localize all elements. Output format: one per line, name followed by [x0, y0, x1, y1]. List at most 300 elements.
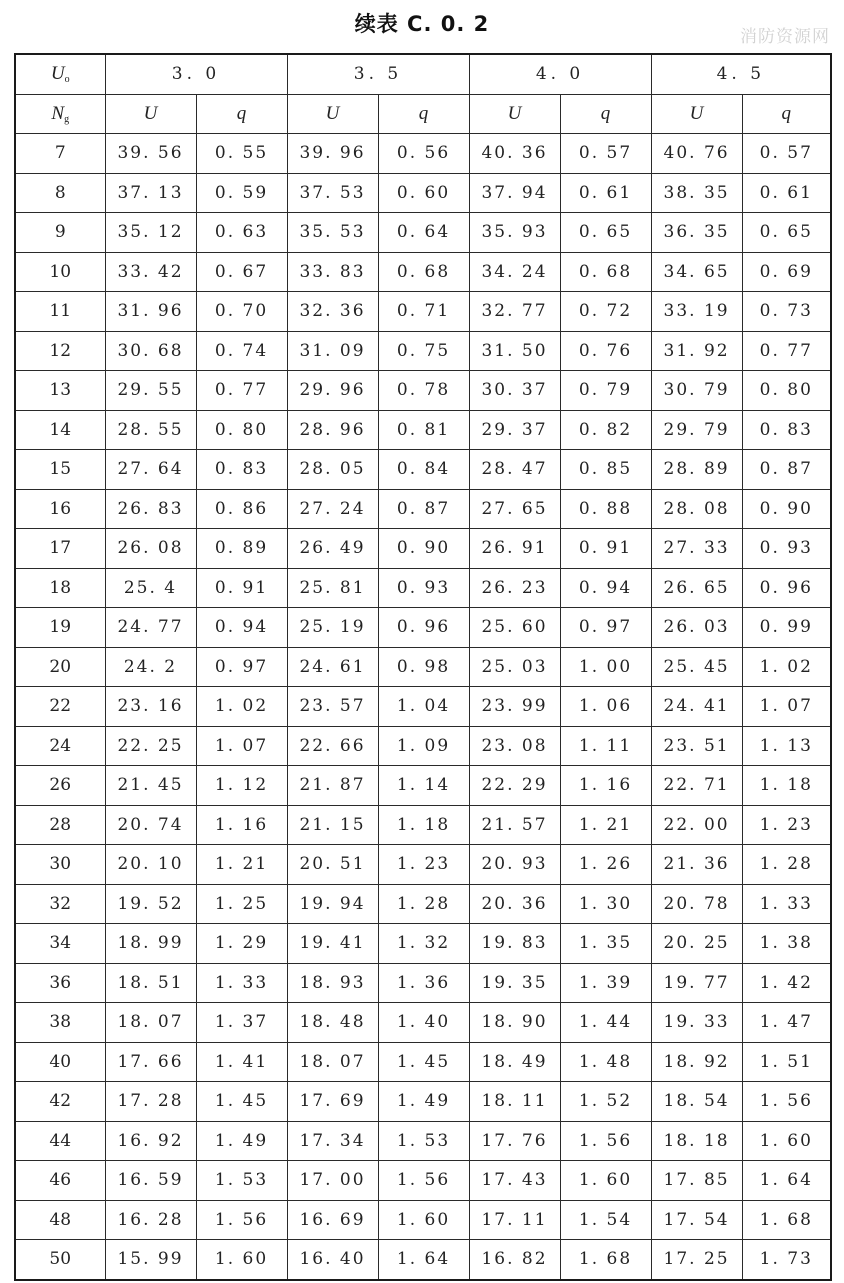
q-value-cell: 1. 38 [742, 924, 831, 964]
q-value-cell: 0. 74 [196, 331, 287, 371]
u-value-cell: 28. 05 [287, 450, 378, 490]
q-value-cell: 0. 91 [560, 529, 651, 569]
q-value-cell: 1. 33 [742, 884, 831, 924]
table-body [15, 54, 831, 1280]
u-value-cell: 19. 41 [287, 924, 378, 964]
q-value-cell: 0. 57 [560, 134, 651, 174]
q-value-cell: 1. 56 [196, 1200, 287, 1240]
q-value-cell: 1. 49 [196, 1121, 287, 1161]
u-value-cell: 21. 45 [105, 766, 196, 806]
q-value-cell: 1. 60 [378, 1200, 469, 1240]
ng-cell: 14 [15, 410, 105, 450]
q-value-cell: 1. 06 [560, 687, 651, 727]
q-value-cell: 0. 88 [560, 489, 651, 529]
q-value-cell: 1. 07 [196, 726, 287, 766]
q-value-cell: 1. 51 [742, 1042, 831, 1082]
q-value-cell: 1. 00 [560, 647, 651, 687]
table-row [15, 489, 831, 529]
q-value-cell: 0. 91 [196, 568, 287, 608]
u-value-cell: 28. 08 [651, 489, 742, 529]
u-value-cell: 18. 48 [287, 1003, 378, 1043]
u-value-cell: 31. 09 [287, 331, 378, 371]
u-value-cell: 37. 94 [469, 173, 560, 213]
ng-cell: 9 [15, 213, 105, 253]
q-value-cell: 0. 93 [742, 529, 831, 569]
u-value-cell: 31. 92 [651, 331, 742, 371]
q-value-cell: 0. 83 [196, 450, 287, 490]
q-value-cell: 0. 70 [196, 292, 287, 332]
ng-cell: 28 [15, 805, 105, 845]
table-row [15, 1003, 831, 1043]
u-value-cell: 19. 33 [651, 1003, 742, 1043]
q-value-cell: 1. 02 [196, 687, 287, 727]
u-value-cell: 25. 81 [287, 568, 378, 608]
q-value-cell: 0. 64 [378, 213, 469, 253]
u-value-cell: 24. 77 [105, 608, 196, 648]
u-value-cell: 27. 24 [287, 489, 378, 529]
q-value-cell: 0. 73 [742, 292, 831, 332]
table-row [15, 1161, 831, 1201]
q-value-cell: 0. 90 [742, 489, 831, 529]
u-value-cell: 36. 35 [651, 213, 742, 253]
table-row [15, 687, 831, 727]
u-value-cell: 26. 91 [469, 529, 560, 569]
q-value-cell: 0. 83 [742, 410, 831, 450]
u-value-cell: 19. 83 [469, 924, 560, 964]
q-value-cell: 0. 87 [378, 489, 469, 529]
u-value-cell: 24. 61 [287, 647, 378, 687]
header-row-groups [15, 54, 831, 94]
q-value-cell: 0. 90 [378, 529, 469, 569]
q-value-cell: 0. 99 [742, 608, 831, 648]
u-value-cell: 35. 12 [105, 213, 196, 253]
column-header-q: q [378, 94, 469, 134]
ng-cell: 38 [15, 1003, 105, 1043]
u-value-cell: 18. 93 [287, 963, 378, 1003]
u-value-cell: 18. 51 [105, 963, 196, 1003]
u-value-cell: 16. 82 [469, 1240, 560, 1280]
table-row [15, 292, 831, 332]
u-value-cell: 26. 83 [105, 489, 196, 529]
column-header-q: q [560, 94, 651, 134]
u-value-cell: 18. 99 [105, 924, 196, 964]
u-value-cell: 34. 24 [469, 252, 560, 292]
u-value-cell: 20. 36 [469, 884, 560, 924]
u-value-cell: 20. 78 [651, 884, 742, 924]
ng-cell: 11 [15, 292, 105, 332]
q-value-cell: 1. 56 [742, 1082, 831, 1122]
u-value-cell: 25. 45 [651, 647, 742, 687]
table-row [15, 529, 831, 569]
q-value-cell: 0. 68 [560, 252, 651, 292]
u-value-cell: 16. 69 [287, 1200, 378, 1240]
q-value-cell: 0. 84 [378, 450, 469, 490]
table-row [15, 845, 831, 885]
u-value-cell: 35. 53 [287, 213, 378, 253]
table-row [15, 568, 831, 608]
u-value-cell: 28. 47 [469, 450, 560, 490]
u-value-cell: 22. 29 [469, 766, 560, 806]
q-value-cell: 1. 13 [742, 726, 831, 766]
u-value-cell: 19. 52 [105, 884, 196, 924]
q-value-cell: 0. 78 [378, 371, 469, 411]
q-value-cell: 0. 57 [742, 134, 831, 174]
u-value-cell: 28. 96 [287, 410, 378, 450]
u-value-cell: 27. 64 [105, 450, 196, 490]
q-value-cell: 0. 77 [196, 371, 287, 411]
group-header-cell: 3. 0 [105, 54, 287, 94]
q-value-cell: 1. 11 [560, 726, 651, 766]
u-value-cell: 31. 50 [469, 331, 560, 371]
q-value-cell: 1. 41 [196, 1042, 287, 1082]
q-value-cell: 1. 12 [196, 766, 287, 806]
q-value-cell: 1. 21 [560, 805, 651, 845]
ng-cell: 19 [15, 608, 105, 648]
u-value-cell: 18. 07 [105, 1003, 196, 1043]
u-value-cell: 17. 00 [287, 1161, 378, 1201]
table-row [15, 766, 831, 806]
q-value-cell: 1. 45 [378, 1042, 469, 1082]
q-value-cell: 1. 60 [742, 1121, 831, 1161]
column-header-u: U [651, 94, 742, 134]
q-value-cell: 1. 16 [196, 805, 287, 845]
u-value-cell: 40. 76 [651, 134, 742, 174]
u-value-cell: 15. 99 [105, 1240, 196, 1280]
u-value-cell: 17. 28 [105, 1082, 196, 1122]
q-value-cell: 1. 26 [560, 845, 651, 885]
q-value-cell: 1. 37 [196, 1003, 287, 1043]
ng-cell: 46 [15, 1161, 105, 1201]
u-value-cell: 20. 74 [105, 805, 196, 845]
u-value-cell: 25. 4 [105, 568, 196, 608]
q-value-cell: 0. 94 [560, 568, 651, 608]
u-value-cell: 24. 2 [105, 647, 196, 687]
q-value-cell: 1. 21 [196, 845, 287, 885]
u-value-cell: 26. 65 [651, 568, 742, 608]
q-value-cell: 1. 44 [560, 1003, 651, 1043]
ng-cell: 34 [15, 924, 105, 964]
q-value-cell: 1. 25 [196, 884, 287, 924]
group-header-cell: 4. 0 [469, 54, 651, 94]
table-row [15, 1042, 831, 1082]
u-value-cell: 18. 92 [651, 1042, 742, 1082]
u-value-cell: 23. 99 [469, 687, 560, 727]
u-value-cell: 18. 90 [469, 1003, 560, 1043]
ng-cell: 50 [15, 1240, 105, 1280]
u-value-cell: 17. 85 [651, 1161, 742, 1201]
q-value-cell: 0. 71 [378, 292, 469, 332]
u-value-cell: 27. 33 [651, 529, 742, 569]
table-row [15, 884, 831, 924]
u-value-cell: 17. 11 [469, 1200, 560, 1240]
column-header-u: U [287, 94, 378, 134]
q-value-cell: 1. 09 [378, 726, 469, 766]
ng-cell: 7 [15, 134, 105, 174]
q-value-cell: 0. 65 [560, 213, 651, 253]
q-value-cell: 1. 45 [196, 1082, 287, 1122]
u-value-cell: 23. 51 [651, 726, 742, 766]
q-value-cell: 1. 30 [560, 884, 651, 924]
u-value-cell: 37. 53 [287, 173, 378, 213]
u-value-cell: 17. 34 [287, 1121, 378, 1161]
data-table [14, 53, 832, 1281]
table-row [15, 134, 831, 174]
header-ng-subscript: g [64, 113, 70, 125]
column-header-u: U [469, 94, 560, 134]
q-value-cell: 0. 72 [560, 292, 651, 332]
q-value-cell: 0. 97 [560, 608, 651, 648]
column-header-q: q [196, 94, 287, 134]
u-value-cell: 33. 19 [651, 292, 742, 332]
u-value-cell: 29. 55 [105, 371, 196, 411]
q-value-cell: 0. 63 [196, 213, 287, 253]
q-value-cell: 1. 36 [378, 963, 469, 1003]
q-value-cell: 0. 56 [378, 134, 469, 174]
ng-cell: 36 [15, 963, 105, 1003]
header-ng-cell [15, 94, 105, 134]
q-value-cell: 1. 39 [560, 963, 651, 1003]
u-value-cell: 22. 71 [651, 766, 742, 806]
table-row [15, 1200, 831, 1240]
q-value-cell: 1. 68 [560, 1240, 651, 1280]
ng-cell: 8 [15, 173, 105, 213]
ng-cell: 17 [15, 529, 105, 569]
q-value-cell: 1. 53 [196, 1161, 287, 1201]
u-value-cell: 34. 65 [651, 252, 742, 292]
u-value-cell: 25. 19 [287, 608, 378, 648]
table-title: 续表 C. 0. 2 [354, 12, 490, 36]
q-value-cell: 0. 86 [196, 489, 287, 529]
u-value-cell: 18. 11 [469, 1082, 560, 1122]
u-value-cell: 23. 57 [287, 687, 378, 727]
u-value-cell: 21. 15 [287, 805, 378, 845]
ng-cell: 15 [15, 450, 105, 490]
table-row [15, 1121, 831, 1161]
table-row [15, 647, 831, 687]
ng-cell: 30 [15, 845, 105, 885]
header-uo-cell [15, 54, 105, 94]
header-uo-symbol: U [50, 63, 65, 85]
u-value-cell: 17. 54 [651, 1200, 742, 1240]
u-value-cell: 18. 18 [651, 1121, 742, 1161]
q-value-cell: 1. 56 [560, 1121, 651, 1161]
table-row [15, 963, 831, 1003]
q-value-cell: 1. 73 [742, 1240, 831, 1280]
q-value-cell: 0. 75 [378, 331, 469, 371]
table-row [15, 252, 831, 292]
column-header-q: q [742, 94, 831, 134]
q-value-cell: 0. 96 [378, 608, 469, 648]
u-value-cell: 26. 08 [105, 529, 196, 569]
q-value-cell: 0. 97 [196, 647, 287, 687]
u-value-cell: 17. 25 [651, 1240, 742, 1280]
u-value-cell: 30. 68 [105, 331, 196, 371]
u-value-cell: 28. 89 [651, 450, 742, 490]
q-value-cell: 0. 67 [196, 252, 287, 292]
u-value-cell: 39. 96 [287, 134, 378, 174]
u-value-cell: 38. 35 [651, 173, 742, 213]
u-value-cell: 20. 25 [651, 924, 742, 964]
u-value-cell: 29. 96 [287, 371, 378, 411]
u-value-cell: 16. 28 [105, 1200, 196, 1240]
q-value-cell: 0. 68 [378, 252, 469, 292]
q-value-cell: 1. 64 [378, 1240, 469, 1280]
table-row [15, 371, 831, 411]
q-value-cell: 0. 65 [742, 213, 831, 253]
u-value-cell: 17. 43 [469, 1161, 560, 1201]
ng-cell: 26 [15, 766, 105, 806]
u-value-cell: 18. 54 [651, 1082, 742, 1122]
q-value-cell: 1. 56 [378, 1161, 469, 1201]
q-value-cell: 1. 14 [378, 766, 469, 806]
u-value-cell: 23. 16 [105, 687, 196, 727]
u-value-cell: 17. 69 [287, 1082, 378, 1122]
table-row [15, 410, 831, 450]
q-value-cell: 1. 42 [742, 963, 831, 1003]
table-row [15, 924, 831, 964]
q-value-cell: 0. 80 [742, 371, 831, 411]
u-value-cell: 39. 56 [105, 134, 196, 174]
q-value-cell: 0. 93 [378, 568, 469, 608]
table-row [15, 1082, 831, 1122]
ng-cell: 24 [15, 726, 105, 766]
q-value-cell: 0. 61 [560, 173, 651, 213]
q-value-cell: 0. 98 [378, 647, 469, 687]
ng-cell: 20 [15, 647, 105, 687]
ng-cell: 10 [15, 252, 105, 292]
ng-cell: 40 [15, 1042, 105, 1082]
q-value-cell: 1. 40 [378, 1003, 469, 1043]
q-value-cell: 1. 60 [560, 1161, 651, 1201]
u-value-cell: 19. 35 [469, 963, 560, 1003]
q-value-cell: 1. 35 [560, 924, 651, 964]
q-value-cell: 0. 61 [742, 173, 831, 213]
column-header-u: U [105, 94, 196, 134]
q-value-cell: 1. 68 [742, 1200, 831, 1240]
header-uo-subscript: o [64, 74, 70, 86]
u-value-cell: 20. 10 [105, 845, 196, 885]
group-header-cell: 3. 5 [287, 54, 469, 94]
q-value-cell: 1. 18 [378, 805, 469, 845]
u-value-cell: 33. 83 [287, 252, 378, 292]
u-value-cell: 26. 49 [287, 529, 378, 569]
q-value-cell: 0. 89 [196, 529, 287, 569]
u-value-cell: 22. 25 [105, 726, 196, 766]
u-value-cell: 31. 96 [105, 292, 196, 332]
ng-cell: 12 [15, 331, 105, 371]
table-row [15, 608, 831, 648]
u-value-cell: 33. 42 [105, 252, 196, 292]
u-value-cell: 21. 57 [469, 805, 560, 845]
u-value-cell: 26. 23 [469, 568, 560, 608]
ng-cell: 22 [15, 687, 105, 727]
q-value-cell: 1. 07 [742, 687, 831, 727]
q-value-cell: 1. 33 [196, 963, 287, 1003]
q-value-cell: 1. 49 [378, 1082, 469, 1122]
u-value-cell: 25. 60 [469, 608, 560, 648]
u-value-cell: 30. 79 [651, 371, 742, 411]
u-value-cell: 17. 66 [105, 1042, 196, 1082]
u-value-cell: 29. 37 [469, 410, 560, 450]
q-value-cell: 1. 28 [742, 845, 831, 885]
q-value-cell: 1. 47 [742, 1003, 831, 1043]
q-value-cell: 0. 77 [742, 331, 831, 371]
u-value-cell: 40. 36 [469, 134, 560, 174]
u-value-cell: 20. 51 [287, 845, 378, 885]
table-row [15, 805, 831, 845]
u-value-cell: 25. 03 [469, 647, 560, 687]
q-value-cell: 0. 59 [196, 173, 287, 213]
header-row-columns [15, 94, 831, 134]
u-value-cell: 24. 41 [651, 687, 742, 727]
table-row [15, 173, 831, 213]
q-value-cell: 0. 55 [196, 134, 287, 174]
q-value-cell: 0. 80 [196, 410, 287, 450]
q-value-cell: 1. 16 [560, 766, 651, 806]
ng-cell: 16 [15, 489, 105, 529]
q-value-cell: 0. 82 [560, 410, 651, 450]
u-value-cell: 16. 59 [105, 1161, 196, 1201]
q-value-cell: 0. 60 [378, 173, 469, 213]
u-value-cell: 32. 36 [287, 292, 378, 332]
ng-cell: 48 [15, 1200, 105, 1240]
q-value-cell: 1. 23 [378, 845, 469, 885]
u-value-cell: 16. 40 [287, 1240, 378, 1280]
q-value-cell: 1. 04 [378, 687, 469, 727]
q-value-cell: 0. 76 [560, 331, 651, 371]
watermark: 消防资源网 [740, 27, 830, 47]
q-value-cell: 0. 85 [560, 450, 651, 490]
u-value-cell: 23. 08 [469, 726, 560, 766]
u-value-cell: 30. 37 [469, 371, 560, 411]
q-value-cell: 0. 94 [196, 608, 287, 648]
ng-cell: 13 [15, 371, 105, 411]
q-value-cell: 0. 81 [378, 410, 469, 450]
u-value-cell: 37. 13 [105, 173, 196, 213]
u-value-cell: 22. 66 [287, 726, 378, 766]
ng-cell: 18 [15, 568, 105, 608]
u-value-cell: 17. 76 [469, 1121, 560, 1161]
ng-cell: 44 [15, 1121, 105, 1161]
u-value-cell: 35. 93 [469, 213, 560, 253]
u-value-cell: 32. 77 [469, 292, 560, 332]
q-value-cell: 1. 32 [378, 924, 469, 964]
q-value-cell: 1. 02 [742, 647, 831, 687]
u-value-cell: 26. 03 [651, 608, 742, 648]
u-value-cell: 27. 65 [469, 489, 560, 529]
u-value-cell: 28. 55 [105, 410, 196, 450]
q-value-cell: 1. 28 [378, 884, 469, 924]
q-value-cell: 1. 29 [196, 924, 287, 964]
q-value-cell: 0. 87 [742, 450, 831, 490]
u-value-cell: 22. 00 [651, 805, 742, 845]
q-value-cell: 1. 60 [196, 1240, 287, 1280]
q-value-cell: 1. 54 [560, 1200, 651, 1240]
u-value-cell: 21. 36 [651, 845, 742, 885]
table-row [15, 726, 831, 766]
q-value-cell: 1. 18 [742, 766, 831, 806]
u-value-cell: 18. 49 [469, 1042, 560, 1082]
u-value-cell: 19. 77 [651, 963, 742, 1003]
q-value-cell: 1. 52 [560, 1082, 651, 1122]
q-value-cell: 1. 53 [378, 1121, 469, 1161]
q-value-cell: 1. 23 [742, 805, 831, 845]
table-row [15, 331, 831, 371]
q-value-cell: 0. 96 [742, 568, 831, 608]
u-value-cell: 29. 79 [651, 410, 742, 450]
table-row [15, 1240, 831, 1280]
group-header-cell: 4. 5 [651, 54, 831, 94]
